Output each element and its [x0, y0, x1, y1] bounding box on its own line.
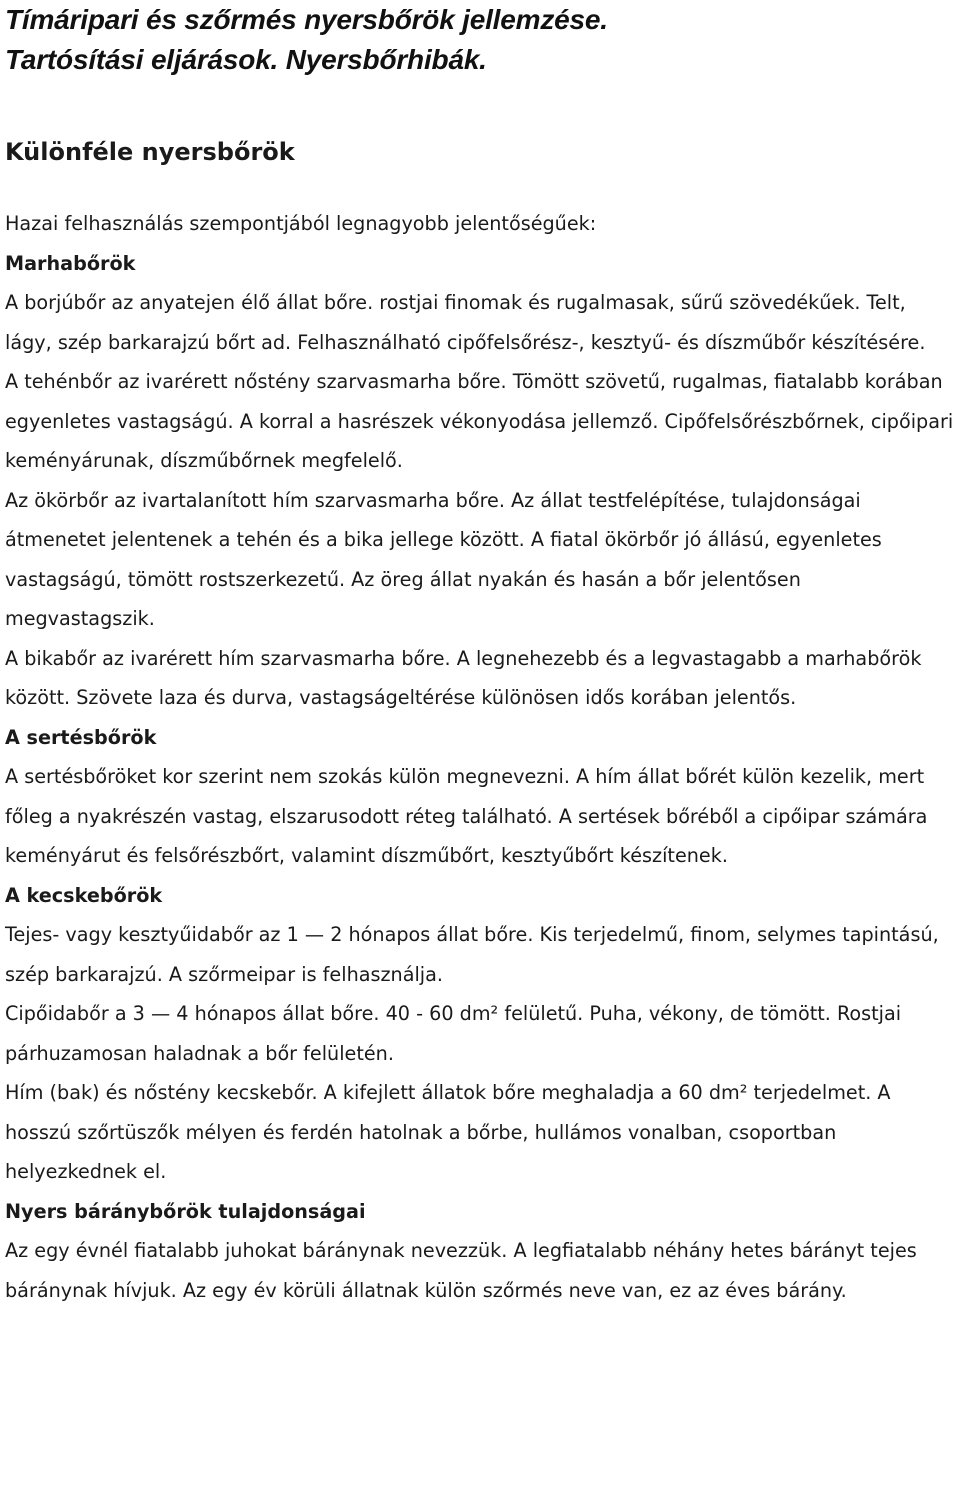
- document-title-line: Tímáripari és szőrmés nyersbőrök jellemzése.: [5, 4, 608, 35]
- body-paragraph: A bikabőr az ivarérett hím szarvasmarha bőre. A legnehezebb és a legvastagabb a marhabőrök között. Szövete laza és durva, vastagságeltérése különösen idős korában jelentős.: [5, 646, 922, 709]
- document-page: [5, 0, 955, 1310]
- subheading-marhabork: Marhabőrök: [5, 251, 136, 275]
- document-title-line: Tartósítási eljárások. Nyersbőrhibák.: [5, 44, 487, 75]
- body-paragraph: A sertésbőröket kor szerint nem szokás külön megnevezni. A hím állat bőrét külön kezelik, mert főleg a nyakrészén vastag, elszarusodott réteg található. A sertések bőréből a cipőipar számára keményárut és felsőrészbőrt, valamint díszműbőrt, kesztyűbőrt készítenek.: [5, 765, 928, 867]
- section-title: Különféle nyersbőrök: [5, 138, 295, 166]
- subheading-sertesborok: A sertésbőrök: [5, 725, 157, 749]
- subheading-kecskeborok: A kecskebőrök: [5, 883, 163, 907]
- body-paragraph: A borjúbőr az anyatejen élő állat bőre. rostjai finomak és rugalmasak, sűrű szövedékűek. Telt, lágy, szép barkarajzú bőrt ad. Felhasználható cipőfelsőrész-, kesztyű- és díszműbőr készítésére.: [5, 291, 926, 354]
- body-paragraph: Az egy évnél fiatalabb juhokat báránynak nevezzük. A legfiatalabb néhány hetes bárányt tejes báránynak hívjuk. Az egy év körüli állatnak külön szőrmés neve van, ez az éves bárány.: [5, 1239, 917, 1302]
- body-paragraph: Az ökörbőr az ivartalanított hím szarvasmarha bőre. Az állat testfelépítése, tulajdonságai átmenetet jelentenek a tehén és a bika jellege között. A fiatal ökörbőr jó állású, egyenletes vastagságú, tömött rostszerkezetű. Az öreg állat nyakán és hasán a bőr jelentősen megvastagszik.: [5, 488, 882, 630]
- body-paragraph: Hazai felhasználás szempontjából legnagyobb jelentőségűek:: [5, 212, 597, 235]
- body-paragraph: Cipőidabőr a 3 — 4 hónapos állat bőre. 40 - 60 dm² felületű. Puha, vékony, de tömött. Rostjai párhuzamosan haladnak a bőr felületén.: [5, 1002, 902, 1065]
- body-paragraph: A tehénbőr az ivarérett nőstény szarvasmarha bőre. Tömött szövetű, rugalmas, fiatalabb korában egyenletes vastagságú. A korral a hasrészek vékonyodása jellemző. Cipőfelsőrészbőrnek, cipőipari keményárunak, díszműbőrnek megfelelő.: [5, 370, 954, 472]
- body-paragraph: Tejes- vagy kesztyűidabőr az 1 — 2 hónapos állat bőre. Kis terjedelmű, finom, selymes tapintású, szép barkarajzú. A szőrmeipar is felhasználja.: [5, 923, 939, 986]
- subheading-baranyborok: Nyers báránybőrök tulajdonságai: [5, 1199, 366, 1223]
- body-paragraph: Hím (bak) és nőstény kecskebőr. A kifejlett állatok bőre meghaladja a 60 dm² terjedelmet. A hosszú szőrtüszők mélyen és ferdén hatolnak a bőrbe, hullámos vonalban, csoportban helyezkednek el.: [5, 1081, 891, 1183]
- document-title: [5, 0, 955, 80]
- document-body: [5, 204, 955, 1310]
